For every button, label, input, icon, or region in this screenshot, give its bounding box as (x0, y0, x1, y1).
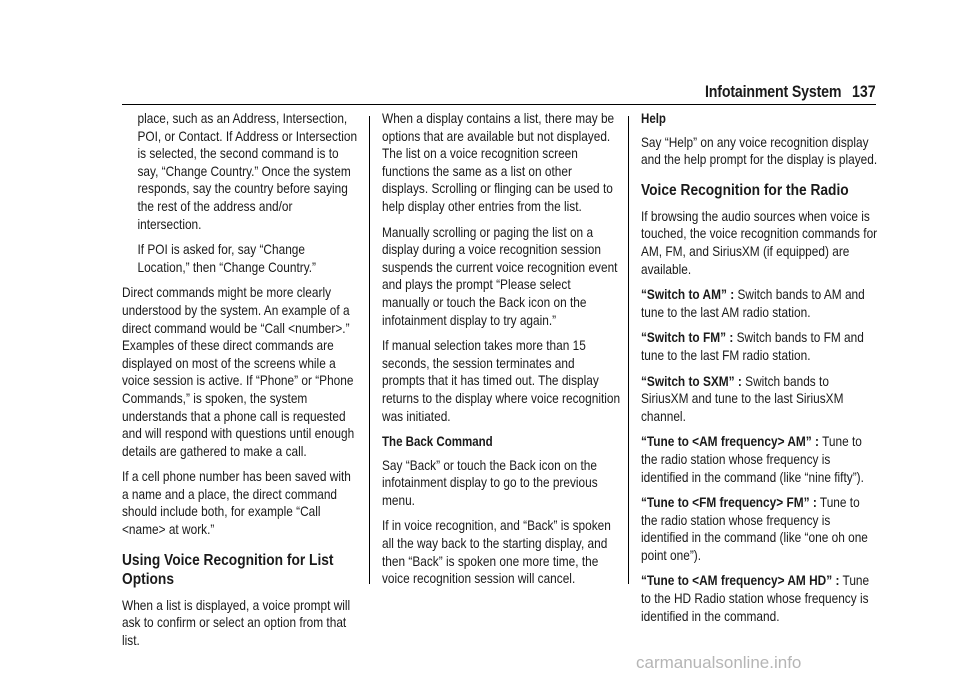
command-entry (641, 494, 879, 564)
command-description: Tune to the HD Radio station whose frequency is identified in the command. (641, 573, 870, 624)
command-entry (641, 572, 879, 625)
command-entry (641, 433, 879, 486)
watermark-text: carmanualsonline.info (636, 653, 802, 672)
command-entry (641, 329, 879, 364)
command-term: “Tune to <AM frequency> AM HD” : (641, 573, 840, 589)
page-header-title: Infotainment System (705, 83, 842, 101)
column-divider (628, 116, 629, 584)
command-description: Switch bands to FM and tune to the last FM radio station. (641, 330, 864, 363)
command-term: “Switch to FM” : (641, 330, 734, 346)
text-column-2 (382, 110, 620, 596)
command-term: “Tune to <AM frequency> AM” : (641, 434, 819, 450)
text-column-3 (641, 110, 879, 633)
paragraph: Say “Back” or touch the Back icon on the infotainment display to go to the previous menu. (382, 457, 598, 508)
header-rule (122, 104, 876, 105)
command-term: “Switch to AM” : (641, 287, 735, 303)
paragraph: If browsing the audio sources when voice is touched, the voice recognition commands for AM, FM, and SiriusXM (if equipped) are available. (641, 208, 878, 277)
command-description: Tune to the radio station whose frequency is identified in the command (like “one oh one point one”). (641, 495, 868, 563)
command-entry (641, 373, 879, 426)
column-divider (369, 116, 370, 584)
paragraph: Manually scrolling or paging the list on a display during a voice recognition session suspends the current voice recognition event and plays the prompt “Please select manually or touch the Back icon on the infotainment display to try again.” (382, 224, 618, 328)
command-term: “Switch to SXM” : (641, 373, 742, 389)
paragraph: Say “Help” on any voice recognition display and the help prompt for the display is played. (641, 134, 878, 168)
command-description: Switch bands to AM and tune to the last AM radio station. (641, 287, 865, 320)
command-term: “Tune to <FM frequency> FM” : (641, 495, 817, 511)
subsection-heading: The Back Command (382, 434, 493, 450)
paragraph: If a cell phone number has been saved with a name and a place, the direct command should include both, for example “Call <name> at work.” (122, 469, 351, 538)
subsection-heading: Help (641, 111, 666, 126)
page-number: 137 (852, 83, 876, 101)
paragraph: When a display contains a list, there may be options that are available but not displayed. The list on a voice recognition screen functions the same as a list on other displays. Scrolling or flinging can be used to help display other entries from the list. (382, 111, 615, 214)
command-description: Tune to the radio station whose frequency is identified in the command (like “nine fifty”). (641, 434, 864, 485)
paragraph: If manual selection takes more than 15 seconds, the session terminates and prompts that it has timed out. The display returns to the display where voice recognition was initiated. (382, 338, 621, 424)
paragraph: When a list is displayed, a voice prompt will ask to confirm or select an option from that list. (122, 597, 351, 648)
section-heading: Using Voice Recognition for List Options (122, 551, 334, 588)
command-description: Switch bands to SiriusXM and tune to the last SiriusXM channel. (641, 373, 844, 424)
paragraph: Direct commands might be more clearly understood by the system. An example of a direct command would be “Call <number>.” Examples of these direct commands are displayed on most of the screens while a voice session is active. If “Phone” or “Phone Commands,” is spoken, the system understands that a phone call is requested and will respond with questions until enough details are gathered to make a call. (122, 285, 355, 459)
text-column-1 (122, 110, 358, 657)
paragraph: If in voice recognition, and “Back” is spoken all the way back to the starting display, and then “Back” is spoken one more time, the voice recognition session will cancel. (382, 518, 611, 587)
command-entry (641, 286, 879, 321)
paragraph: If POI is asked for, say “Change Location,” then “Change Country.” (137, 242, 317, 275)
paragraph: place, such as an Address, Intersection, POI, or Contact. If Address or Intersection is selected, the second command is to say, “Change Country.” Once the system responds, say the country before saying the rest of the address and/or intersection. (137, 111, 358, 232)
section-heading: Voice Recognition for the Radio (641, 181, 849, 199)
